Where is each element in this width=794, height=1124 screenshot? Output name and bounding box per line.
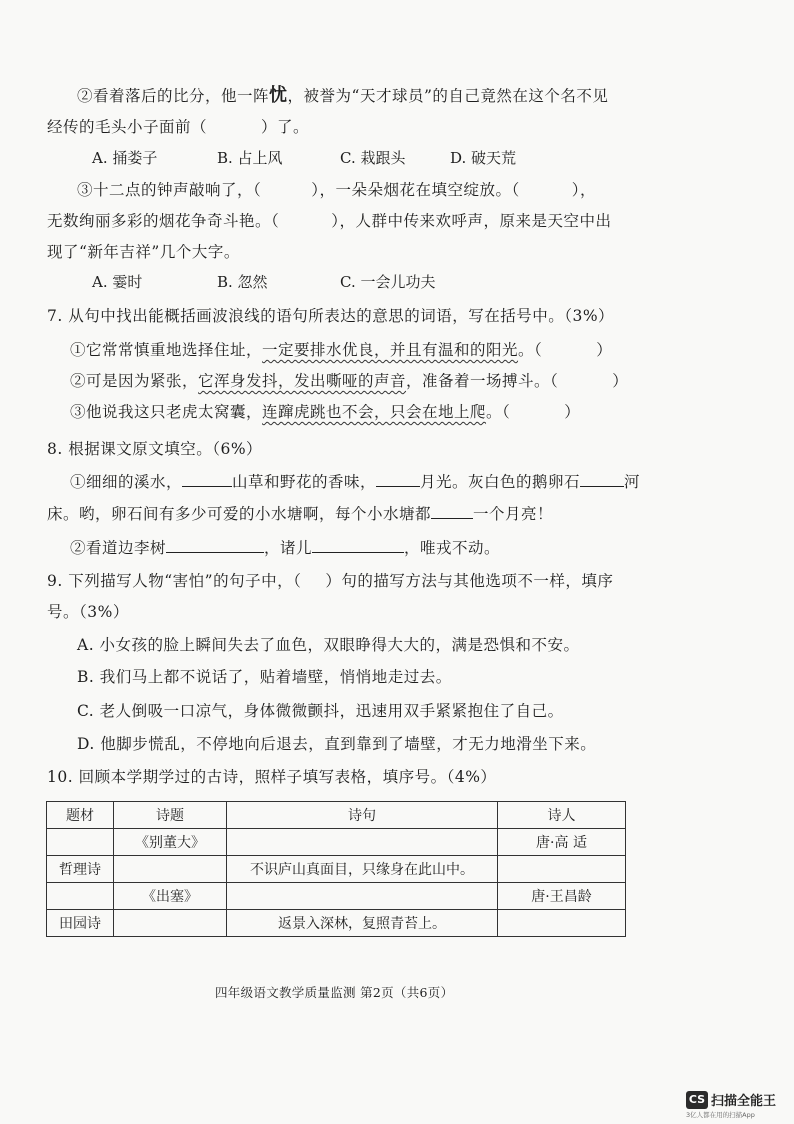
poem-table (46, 801, 626, 937)
q9-title-a: 9. 下列描写人物“害怕”的句子中，（ (47, 572, 302, 590)
q7-s3-a: ③他说我这只老虎太窝囊， (70, 403, 263, 421)
q8-l3-b: ，诸儿 (264, 539, 313, 557)
q9-title-b: ）句的描写方法与其他选项不一样，填序 (325, 572, 614, 590)
table-cell[interactable] (498, 856, 626, 883)
table-cell[interactable] (47, 883, 114, 910)
watermark-subtitle: 3亿人都在用的扫描App (686, 1111, 755, 1119)
table-cell: 《出塞》 (114, 883, 227, 910)
q8-l3-a: ②看道边李树 (70, 539, 167, 557)
q7-s2-b: ，准备着一场搏斗。（ (406, 372, 559, 390)
q8-title: 8. 根据课文原文填空。（6%） (47, 440, 263, 458)
q6-item3-l2-b: ），人群中传来欢呼声，原来是天空中出 (331, 212, 612, 230)
q8-l1-d: 河 (624, 473, 641, 491)
table-cell[interactable] (114, 910, 227, 937)
q8-line-2 (47, 503, 553, 524)
q7-s2-a: ②可是因为紧张， (70, 372, 199, 390)
q6-item2-line1 (77, 86, 608, 106)
table-cell[interactable] (498, 910, 626, 937)
q8-l3-c: ，唯戎不动。 (404, 539, 501, 557)
q6-item2-line2 (47, 117, 309, 137)
q7-s2-wavy: 它浑身发抖，发出嘶哑的声音 (198, 372, 407, 390)
table-cell: 田园诗 (47, 910, 114, 937)
q6-item3-l1-b: ），一朵朵烟花在填空绽放。（ (311, 181, 520, 199)
q6-item2-option-c: C. 栽跟头 (340, 149, 406, 167)
q8-l2-a: 床。哟，卵石间有多少可爱的小水塘啊，每个小水塘都 (47, 505, 432, 523)
q6-item2-text-a: ②看着落后的比分，他一阵 (77, 87, 270, 105)
q7-s1-c: ） (596, 341, 613, 359)
q6-item3-option-b: B. 忽然 (217, 273, 268, 291)
q7-s3-b: 。（ (486, 403, 511, 421)
q6-item2-option-a: A. 捅娄子 (92, 149, 158, 167)
q7-s3-wavy: 连蹿虎跳也不会，只会在地上爬 (262, 403, 487, 421)
q6-item2-handwritten-word: 忧 (269, 85, 288, 106)
q6-item3-l1-a: ③十二点的钟声敲响了，（ (77, 181, 262, 199)
q6-item2-option-b: B. 占上风 (217, 149, 283, 167)
table-row (47, 829, 626, 856)
q6-item3-l2-a: 无数绚丽多彩的烟花争奇斗艳。（ (47, 212, 280, 230)
q6-item3-l1-c: ）， (571, 181, 597, 199)
table-row (47, 883, 626, 910)
q6-item2-line2-a: 经传的毛头小子面前（ (47, 118, 208, 136)
q6-item3-option-c: C. 一会儿功夫 (340, 273, 436, 291)
q7-s2-c: ） (612, 372, 629, 390)
q9-option-c: C. 老人倒吸一口凉气，身体微微颤抖，迅速用双手紧紧抱住了自己。 (77, 702, 564, 720)
q9-option-a: A. 小女孩的脸上瞬间失去了血色，双眼睁得大大的，满是恐惧和不安。 (77, 636, 580, 654)
table-cell[interactable] (114, 856, 227, 883)
q8-l1-a: ①细细的溪水， (70, 473, 183, 491)
q6-item3-option-a: A. 霎时 (92, 273, 143, 291)
q6-item3-line3: 现了“新年吉祥”几个大字。 (47, 243, 240, 261)
page-footer: 四年级语文教学质量监测 第2页（共6页） (215, 985, 454, 1000)
table-row (47, 856, 626, 883)
table-cell[interactable] (227, 883, 498, 910)
q8-blank-3[interactable] (580, 471, 624, 487)
q8-blank-5[interactable] (166, 537, 264, 553)
table-cell: 唐·王昌龄 (498, 883, 626, 910)
camscanner-logo (686, 1089, 776, 1109)
header-verse: 诗句 (227, 802, 498, 829)
table-cell[interactable] (47, 829, 114, 856)
q8-blank-1[interactable] (182, 471, 232, 487)
q7-s3-c: ） (564, 403, 581, 421)
table-cell: 哲理诗 (47, 856, 114, 883)
table-cell: 返景入深林，复照青苔上。 (227, 910, 498, 937)
q8-blank-6[interactable] (312, 537, 404, 553)
q9-option-b: B. 我们马上都不说话了，贴着墙壁，悄悄地走过去。 (77, 668, 452, 686)
q7-s1-a: ①它常常慎重地选择住址， (70, 341, 263, 359)
q7-s1-wavy: 一定要排水优良，并且有温和的阳光 (262, 341, 519, 359)
table-cell: 《别董大》 (114, 829, 227, 856)
table-row (47, 910, 626, 937)
cs-badge-icon: CS (686, 1091, 708, 1109)
q8-l2-b: 一个月亮！ (473, 505, 554, 523)
q9-option-d: D. 他脚步慌乱，不停地向后退去，直到靠到了墙壁，才无力地滑坐下来。 (77, 735, 597, 753)
q10-title: 10. 回顾本学期学过的古诗，照样子填写表格，填序号。（4%） (47, 768, 497, 786)
header-title: 诗题 (114, 802, 227, 829)
q9-title (47, 571, 613, 591)
q6-item3-line2 (47, 211, 612, 231)
q7-sentence-1 (70, 340, 612, 360)
table-header-row (47, 802, 626, 829)
q6-item2-option-d: D. 破天荒 (450, 149, 517, 167)
q8-line-3 (70, 537, 500, 558)
q8-l1-c: 月光。灰白色的鹅卵石 (420, 473, 581, 491)
q8-l1-b: 山草和野花的香味， (232, 473, 377, 491)
q7-title: 7. 从句中找出能概括画波浪线的语句所表达的意思的词语，写在括号中。（3%） (47, 307, 615, 325)
header-theme: 题材 (47, 802, 114, 829)
q6-item3-line1 (77, 180, 596, 200)
q9-title-line2: 号。（3%） (47, 603, 129, 621)
q7-sentence-2 (70, 371, 628, 391)
q7-sentence-3 (70, 402, 580, 422)
q8-line-1 (70, 471, 640, 492)
watermark-name: 扫描全能王 (711, 1094, 777, 1109)
table-cell: 不识庐山真面目，只缘身在此山中。 (227, 856, 498, 883)
table-cell: 唐·高 适 (498, 829, 626, 856)
header-poet: 诗人 (498, 802, 626, 829)
q6-item2-text-b: ，被誉为“天才球员”的自己竟然在这个名不见 (287, 87, 609, 105)
q8-blank-4[interactable] (431, 503, 473, 519)
table-cell[interactable] (227, 829, 498, 856)
q6-item2-line2-b: ）了。 (261, 118, 310, 136)
q8-blank-2[interactable] (376, 471, 420, 487)
q7-s1-b: 。（ (518, 341, 543, 359)
